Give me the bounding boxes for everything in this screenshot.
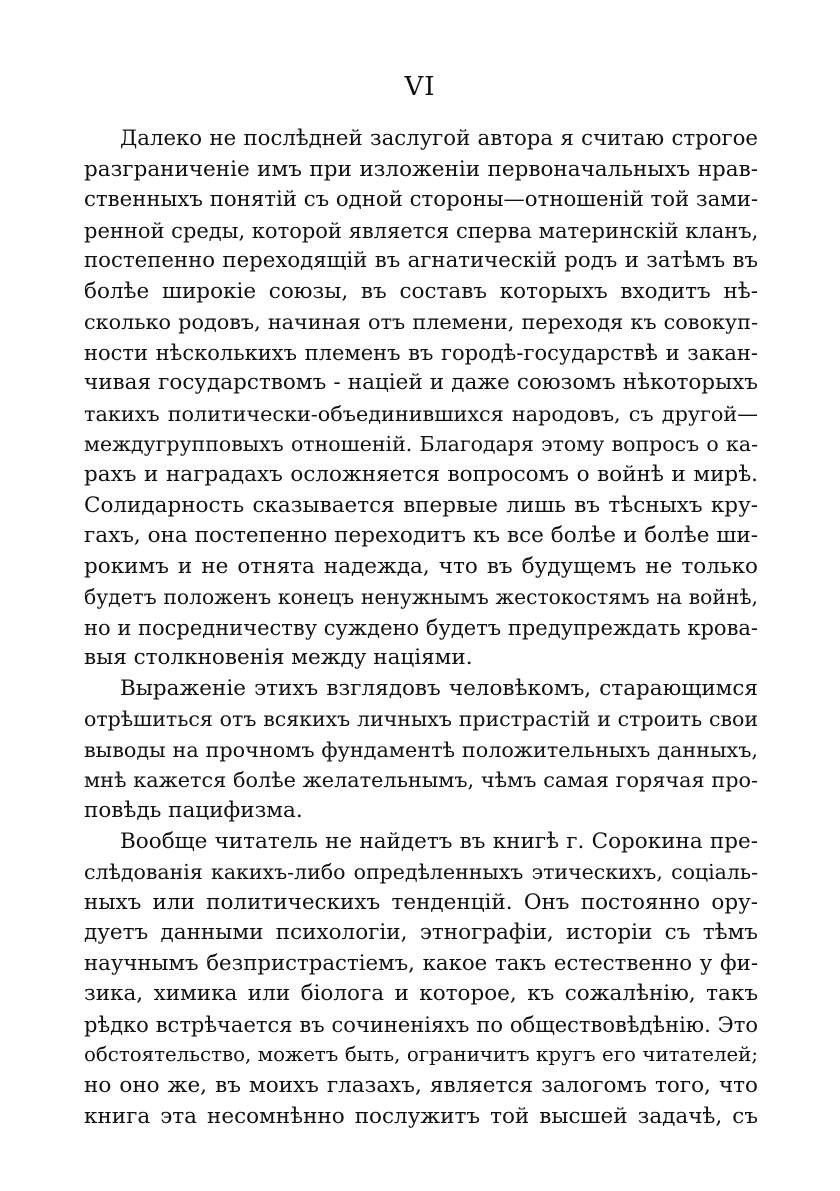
text-line: чивая государствомъ - націей и даже союзомъ нѣкоторыхъ [84,370,758,396]
text-line: разграниченіе имъ при изложеніи первоначальныхъ нрав- [84,156,758,182]
text-line: рокимъ и не отнята надежда, что въ будущемъ не только [84,553,758,579]
text-line: обстоятельство, можетъ быть, ограничитъ кругъ его читателей; [84,1043,758,1067]
text-line: но оно же, въ моихъ глазахъ, является залогомъ того, что [84,1072,758,1098]
paragraph-1 [84,124,758,674]
text-line: зика, химика или біолога и которое, къ сожалѣнію, такъ [84,981,758,1007]
text-line: рахъ и наградахъ осложняется вопросомъ о войнѣ и мирѣ. [84,462,758,488]
text-line: болѣе широкіе союзы, въ составъ которыхъ входитъ нѣ- [84,278,758,304]
text-line: отрѣшиться отъ всякихъ личныхъ пристрастій и строить свои [84,707,758,732]
page-number: VI [404,72,436,102]
text-line: книга эта несомнѣнно послужитъ той высшей задачѣ, съ [84,1103,758,1129]
text-line: Вообще читатель не найдетъ въ книгѣ г. Сорокина пре- [120,828,758,854]
text-line: научнымъ безпристрастіемъ, какое такъ естественно у фи- [84,950,758,976]
text-line: сколько родовъ, начиная отъ племени, переходя къ совокуп- [84,310,758,335]
text-line: но и посредничеству суждено будетъ предупреждать крова- [84,615,758,640]
text-line: рѣдко встрѣчается въ сочиненіяхъ по обществовѣдѣнію. Это [84,1012,758,1037]
text-line: мнѣ кажется болѣе желательнымъ, чѣмъ самая горячая про- [84,768,758,793]
text-line: Далеко не послѣдней заслугой автора я считаю строгое [120,126,758,151]
text-line: гахъ, она постепенно переходитъ къ все болѣе и болѣе ши- [84,523,758,549]
text-line: будетъ положенъ конецъ ненужнымъ жестокостямъ на войнѣ, [84,585,758,610]
text-line: Солидарность сказывается впервые лишь въ тѣсныхъ кру- [84,492,758,518]
text-line: дуетъ данными психологіи, этнографіи, исторіи съ тѣмъ [84,920,758,946]
text-line: постепенно переходящій въ агнатическій родъ и затѣмъ въ [84,248,758,274]
text-line: ренной среды, которой является сперва материнскій кланъ, [84,218,758,243]
text-line: повѣдь пацифизма. [84,798,303,824]
body-text [84,124,758,1132]
text-line: ныхъ или политическихъ тенденцій. Онъ постоянно ору- [84,889,758,915]
text-line: ности нѣсколькихъ племенъ въ городѣ-государствѣ и закан- [84,340,758,365]
text-line: Выраженіе этихъ взглядовъ человѣкомъ, старающимся [120,675,758,701]
paragraph-2 [84,674,758,827]
text-line: междугрупповыхъ отношеній. Благодаря этому вопросъ о ка- [84,432,758,457]
text-line: такихъ политически-объединившихся народовъ, съ другой— [84,401,758,426]
text-line: выя столкновенія между націями. [84,645,473,671]
paragraph-3 [84,827,758,1132]
text-line: слѣдованія какихъ-либо опредѣленныхъ этическихъ, соціаль- [84,860,758,885]
text-line: ственныхъ понятій съ одной стороны—отношеній той зами- [84,187,758,213]
text-line: выводы на прочномъ фундаментѣ положительныхъ данныхъ, [84,737,758,762]
